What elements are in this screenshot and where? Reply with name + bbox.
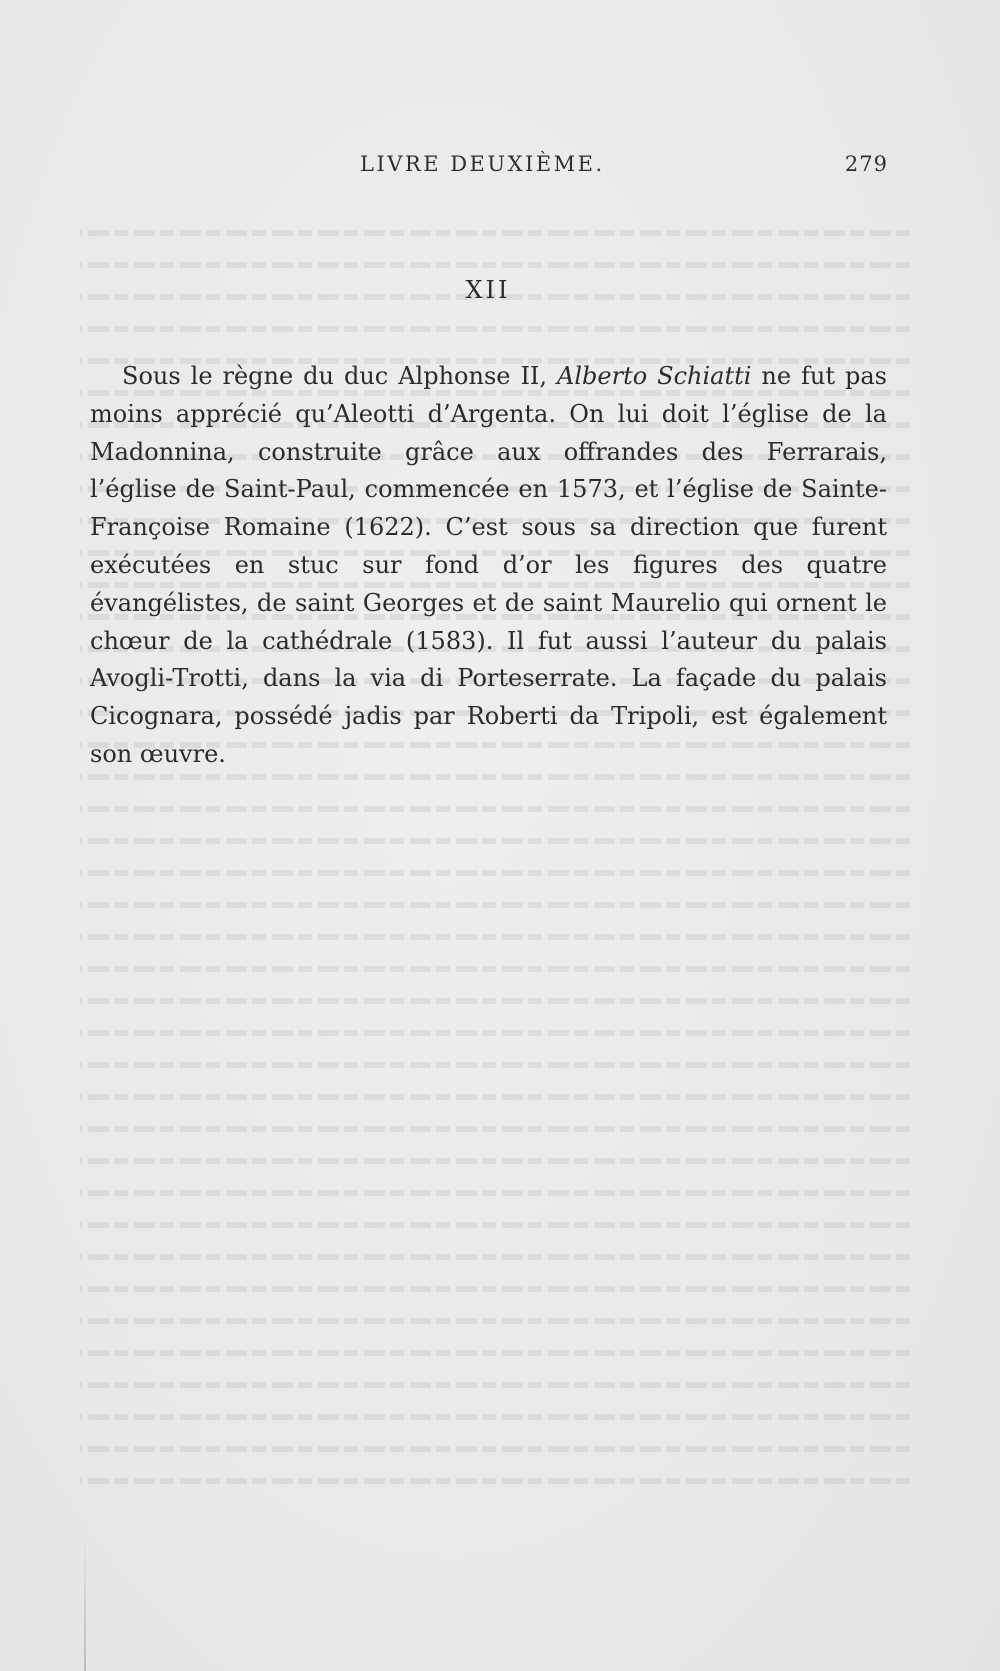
- page-header: [88, 152, 888, 192]
- page-number: 279: [844, 152, 888, 176]
- running-head: LIVRE DEUXIÈME.: [360, 152, 605, 176]
- paragraph-text-rest: ne fut pas moins apprécié qu’Aleotti d’Argenta. On lui doit l’église de la Madonnina, construite grâce aux offrandes des Ferrarais, l’église de Saint-Paul, commencée en 1573, et l’église de Sainte-Françoise Romaine (1622). C’est sous sa direction que furent exécutées en stuc sur fond d’or les figures des quatre évangélistes, de saint Georges et de saint Maurelio qui ornent le chœur de la cathédrale (1583). Il fut aussi l’auteur du palais Avogli-Trotti, dans la via di Porteserrate. La façade du palais Cicognara, possédé jadis par Roberti da Tripoli, est également son œuvre.: [90, 362, 888, 768]
- italic-name: Alberto Schiatti: [557, 362, 752, 390]
- scan-edge-shadow: [84, 1540, 86, 1671]
- paragraph-text-start: Sous le règne du duc Alphonse II,: [122, 362, 558, 390]
- section-number: XII: [465, 276, 511, 304]
- body-paragraph: [90, 358, 887, 774]
